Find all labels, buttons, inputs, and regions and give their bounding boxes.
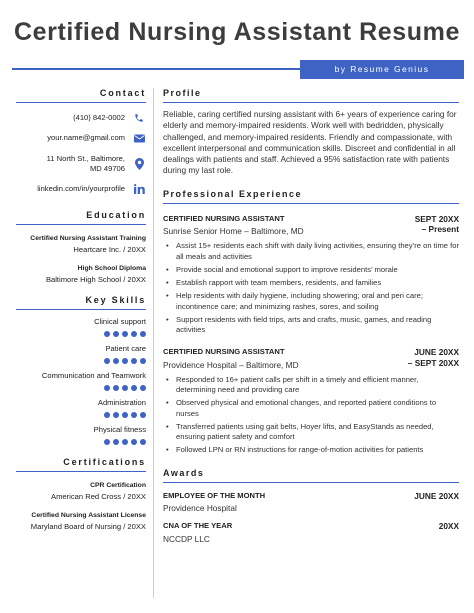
certification-name: CPR Certification [90,481,146,489]
award-date: 20XX [438,521,459,532]
job-entry [163,347,459,455]
skill-rating [16,385,146,391]
award-entry [163,491,459,514]
award-entry [163,521,459,544]
rating-dot [131,331,137,337]
job-dates [408,347,459,369]
rating-dot [122,385,128,391]
rating-dot [140,358,146,364]
rating-dot [113,439,119,445]
job-bullet: • Transferred patients using gait belts, Hoyer lifts, and EasyStands as needed, ensuring patient safety and comfort [163,422,459,443]
contact-phone: (410) 842-0002 [73,113,125,122]
job-bullet: • Responded to 16+ patient calls per shift in a timely and efficient manner, determining need and providing care [163,375,459,396]
education-heading: Education [16,210,146,225]
job-entry [163,214,459,336]
job-dates [415,214,459,236]
certification-item [16,511,146,532]
job-bullets [163,375,459,456]
rating-dot [113,385,119,391]
job-bullets [163,241,459,335]
skill-rating [16,358,146,364]
rating-dot [104,358,110,364]
envelope-icon [132,134,146,143]
rating-dot [113,331,119,337]
certification-item [16,481,146,502]
contact-address-row [16,154,146,175]
certification-issuer: Maryland Board of Nursing / 20XX [30,521,146,531]
job-employer: Providence Hospital – Baltimore, MD [163,359,299,370]
skill-rating [16,412,146,418]
rating-dot [122,358,128,364]
education-degree: Certified Nursing Assistant Training [30,235,146,243]
rating-dot [131,412,137,418]
job-date-start: JUNE 20XX [414,347,459,358]
left-column [16,88,146,532]
education-item [16,234,146,255]
rating-dot [140,439,146,445]
job-bullet: • Followed LPN or RN instructions for range-of-motion activities for patients [163,445,459,455]
contact-email[interactable]: your.name@gmail.com [47,133,125,143]
job-bullet: • Support residents with field trips, arts and crafts, music, games, and reading activities [163,315,459,336]
award-org: Providence Hospital [163,503,237,514]
job-date-end: – Present [421,224,459,235]
skill-name: Communication and Teamwork [41,370,146,380]
right-column [163,88,459,544]
contact-heading: Contact [16,88,146,103]
address-line-1: 11 North St., Baltimore, [46,153,125,163]
contact-email-row [16,133,146,143]
rating-dot [104,331,110,337]
skill-name: Physical fitness [93,424,146,434]
rating-dot [131,439,137,445]
linkedin-icon [132,184,146,194]
job-bullet: • Help residents with daily hygiene, including showering; oral and peri care; incontinence care; and minimizing rashes, sores, and soiling [163,291,459,312]
skills-list [16,317,146,445]
resume-title: Certified Nursing Assistant Resume [14,18,460,46]
skill-rating [16,439,146,445]
contact-phone-row [16,113,146,123]
column-divider [153,88,154,598]
skill-name: Clinical support [94,316,146,326]
byline-banner: by Resume Genius [300,60,464,79]
education-school: Baltimore High School / 20XX [45,274,146,284]
rating-dot [131,358,137,364]
experience-heading: Professional Experience [163,189,459,204]
rating-dot [104,385,110,391]
phone-icon [132,113,146,123]
certification-issuer: American Red Cross / 20XX [51,491,146,501]
certifications-heading: Certifications [16,457,146,472]
rating-dot [140,331,146,337]
education-degree: High School Diploma [77,265,146,273]
job-bullet: • Assist 15+ residents each shift with daily living activities, ensuring they’re on time for all meals and activities [163,241,459,262]
profile-heading: Profile [163,88,459,103]
certification-name: Certified Nursing Assistant License [31,511,146,519]
contact-linkedin-row [16,184,146,194]
rating-dot [140,412,146,418]
skill-name: Administration [97,397,146,407]
award-date: JUNE 20XX [414,490,459,501]
education-school: Heartcare Inc. / 20XX [73,245,146,255]
job-date-start: SEPT 20XX [414,213,459,224]
job-title: CERTIFIED NURSING ASSISTANT [163,213,285,223]
contact-address [47,154,125,175]
rating-dot [113,358,119,364]
award-title: EMPLOYEE OF THE MONTH [163,490,266,500]
skills-heading: Key Skills [16,295,146,310]
contact-linkedin[interactable]: linkedin.com/in/yourprofile [37,184,125,193]
address-line-2: MD 49706 [89,163,125,173]
rating-dot [140,385,146,391]
job-bullet: • Establish rapport with team members, residents, and families [163,278,459,288]
skill-name: Patient care [105,343,146,353]
rating-dot [104,439,110,445]
location-pin-icon [132,158,146,170]
job-bullet: • Observed physical and emotional changes, and reported patient conditions to nurses [163,398,459,419]
job-title: CERTIFIED NURSING ASSISTANT [163,347,285,357]
rating-dot [131,385,137,391]
rating-dot [104,412,110,418]
education-item [16,264,146,285]
awards-heading: Awards [163,468,459,483]
job-employer: Sunrise Senior Home – Baltimore, MD [163,226,304,237]
rating-dot [122,412,128,418]
rating-dot [122,331,128,337]
rating-dot [122,439,128,445]
job-date-end: – SEPT 20XX [407,358,459,369]
profile-text: Reliable, caring certified nursing assistant with 6+ years of experience caring for elderly and memory-impaired residents. Work well with bedridden, physically challenged, and memory-impaired residents. Friendly and compassionate, with excellent interpersonal and communication skills. Discreet and confidential in all dealings with patients and staff. Achieved a 95% satisfaction rate with patients during my last role. [163,109,457,176]
skill-rating [16,331,146,337]
award-title: CNA OF THE YEAR [163,521,233,531]
job-bullet: • Provide social and emotional support to improve residents’ morale [163,265,459,275]
award-org: NCCDP LLC [163,534,210,545]
rating-dot [113,412,119,418]
